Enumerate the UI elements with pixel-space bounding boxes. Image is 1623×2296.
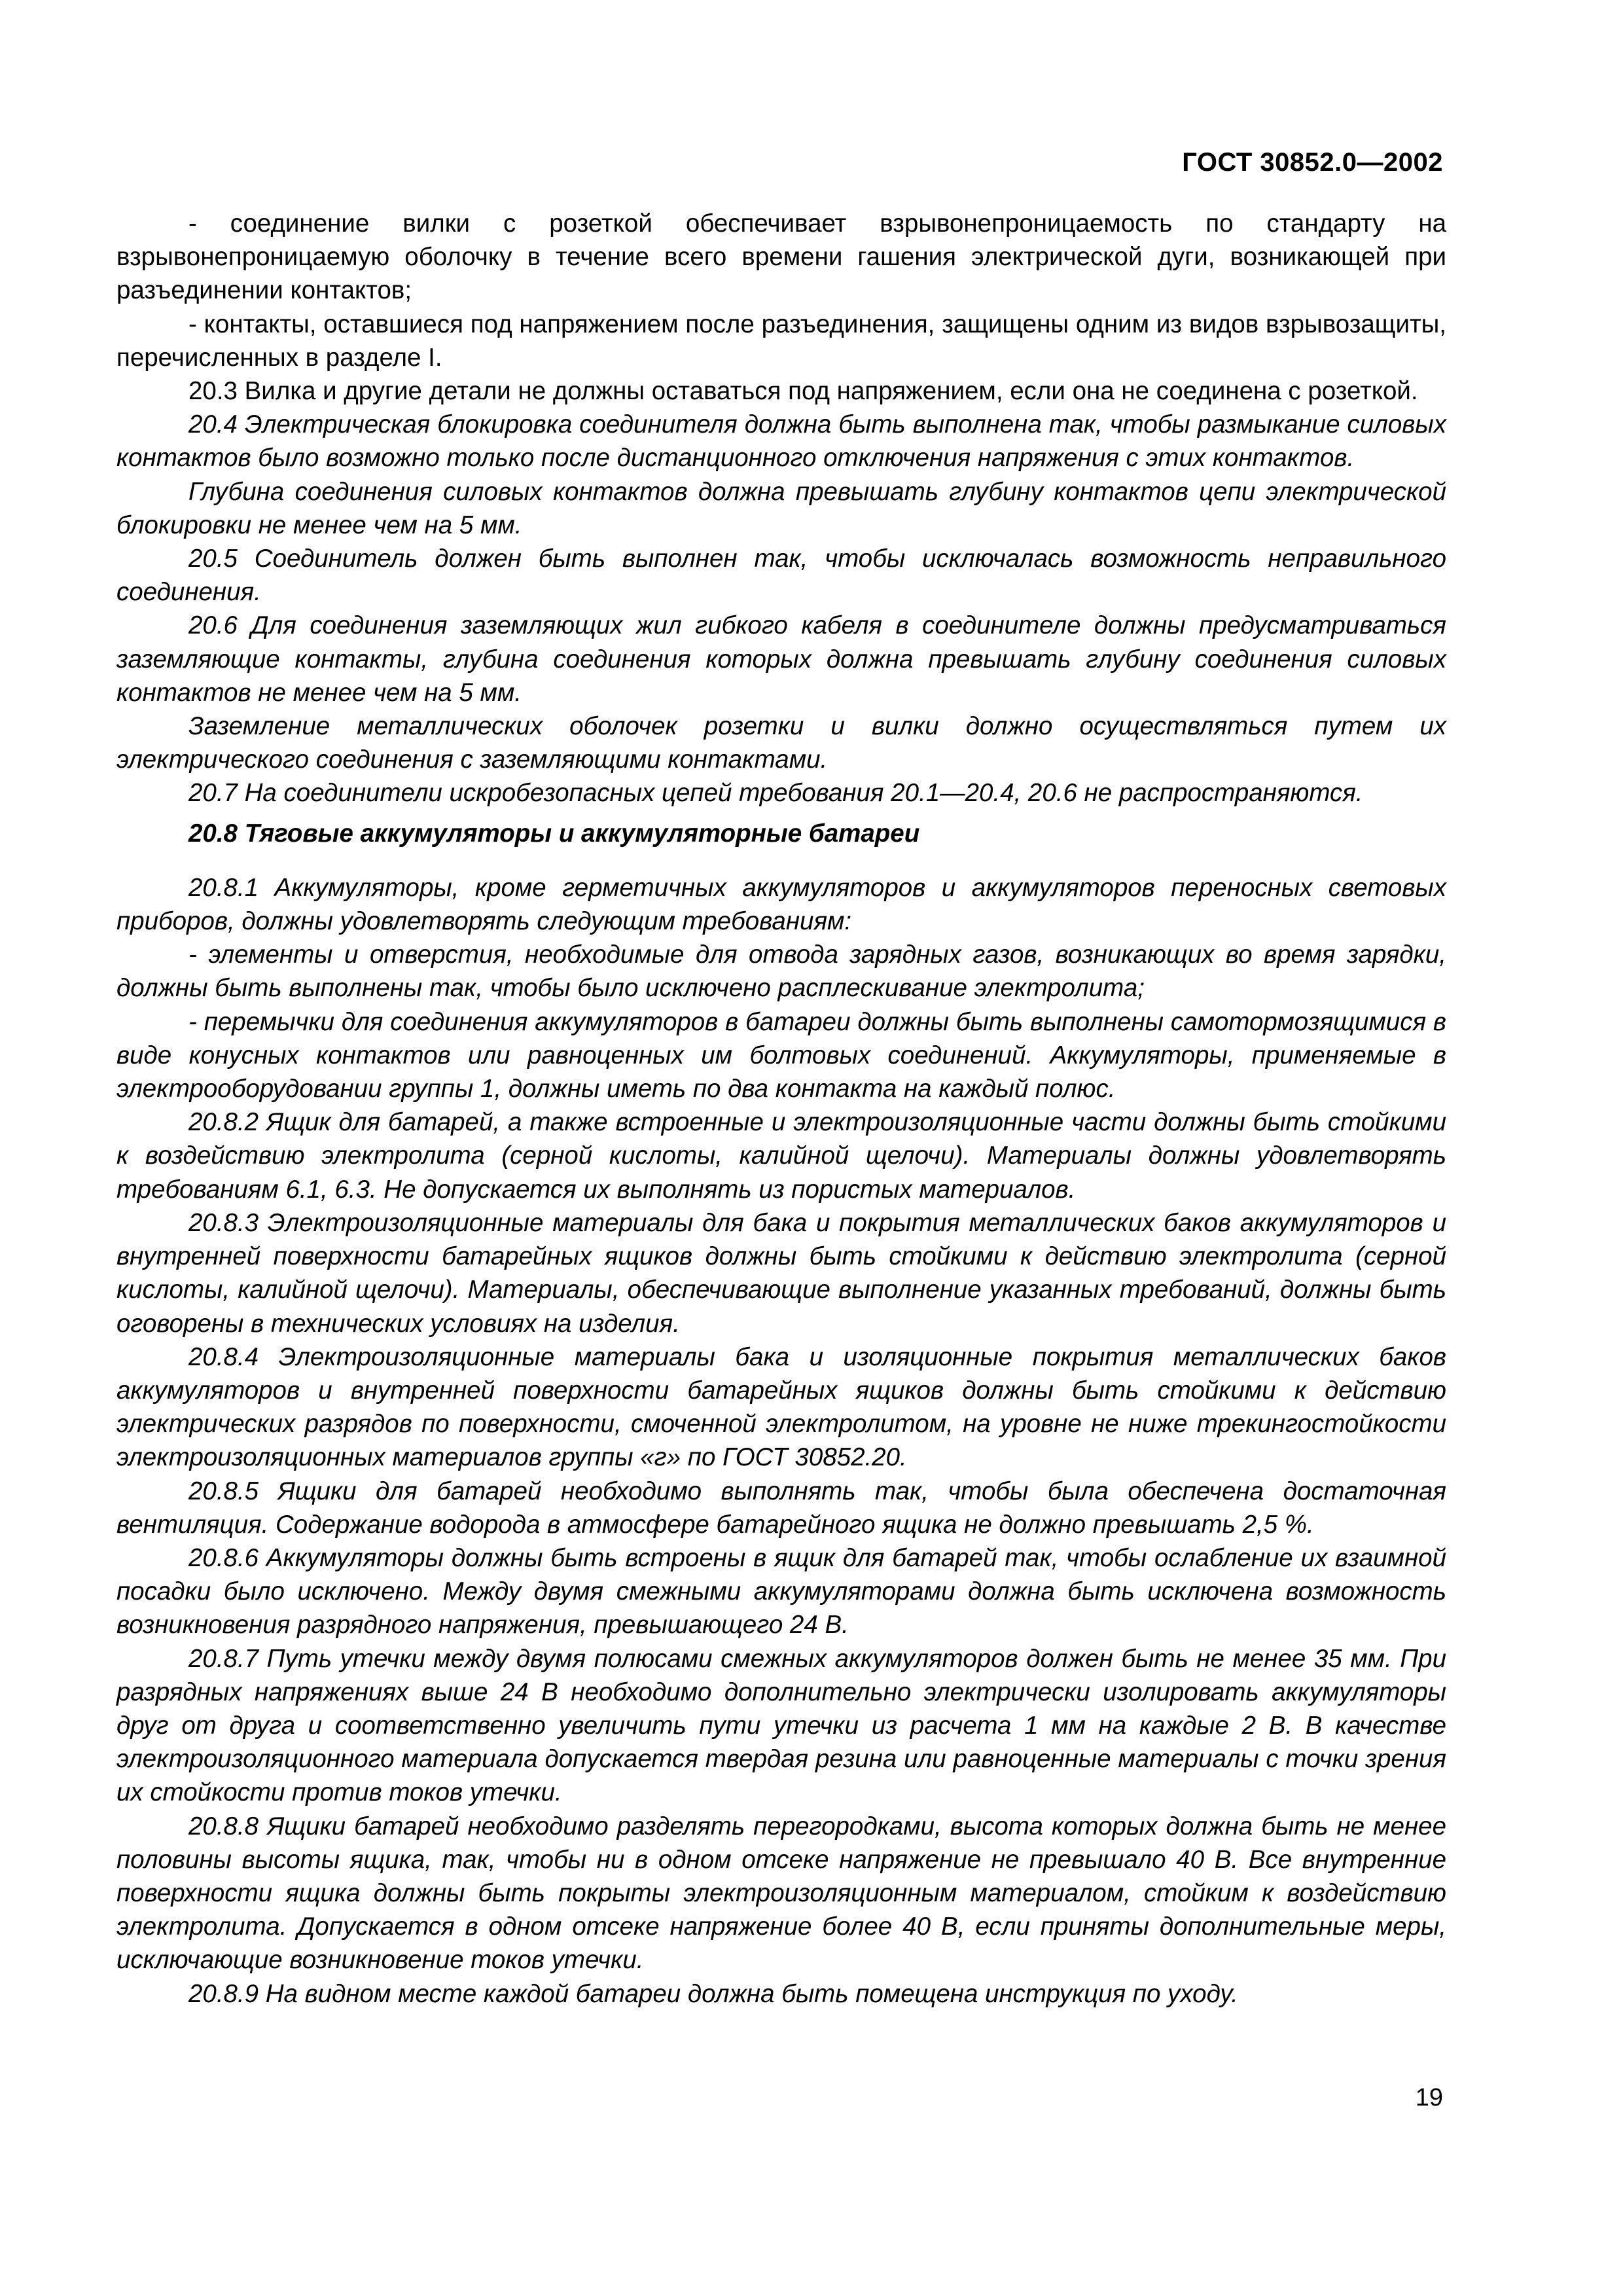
paragraph: 20.8.1 Аккумуляторы, кроме герметичных аккумуляторов и аккумуляторов переносных световых приборов, должны удовлетворять следующим требованиям: xyxy=(116,873,1446,936)
document-body xyxy=(116,207,1446,2011)
paragraph: 20.8.6 Аккумуляторы должны быть встроены в ящик для батарей так, чтобы ослабление их взаимной посадки было исключено. Между двумя смежными аккумуляторами должна быть исключена возможность возникновения разрядного напряжения, превышающего 24 В. xyxy=(116,1543,1446,1640)
standard-header: ГОСТ 30852.0—2002 xyxy=(1182,148,1443,177)
paragraph: 20.8.9 На видном месте каждой батареи должна быть помещена инструкция по уходу. xyxy=(188,1979,1238,2008)
paragraph: 20.5 Соединитель должен быть выполнен так, чтобы исключалась возможность неправильного соединения. xyxy=(116,545,1446,607)
section-heading: 20.8 Тяговые аккумуляторы и аккумуляторные батареи xyxy=(188,819,920,848)
paragraph: 20.8.5 Ящики для батарей необходимо выполнять так, чтобы была обеспечена достаточная вентиляция. Содержание водорода в атмосфере батарейного ящика не должно превышать 2,5 %. xyxy=(116,1477,1446,1539)
paragraph: 20.4 Электрическая блокировка соединителя должна быть выполнена так, чтобы размыкание силовых контактов было возможно только после дистанционного отключения напряжения с этих контактов. xyxy=(116,410,1446,473)
paragraph: - контакты, оставшиеся под напряжением после разъединения, защищены одним из видов взрывозащиты, перечисленных в разделе I. xyxy=(116,310,1446,372)
paragraph: 20.3 Вилка и другие детали не должны оставаться под напряжением, если она не соединена с розеткой. xyxy=(188,377,1418,406)
paragraph: 20.8.2 Ящик для батарей, а также встроенные и электроизоляционные части должны быть стойкими к воздействию электролита (серной кислоты, калийной щелочи). Материалы должны удовлетворять требованиям 6.1, 6.3. Не допускается их выполнять из пористых материалов. xyxy=(116,1108,1446,1204)
paragraph: 20.7 На соединители искробезопасных цепей требования 20.1—20.4, 20.6 не распространяются. xyxy=(188,779,1363,808)
paragraph: 20.8.8 Ящики батарей необходимо разделять перегородками, высота которых должна быть не менее половины высоты ящика, так, чтобы ни в одном отсеке напряжение не превышало 40 В. Все внутренние поверхности ящика должны быть покрыты электроизоляционным материалом, стойким к воздействию электролита. Допускается в одном отсеке напряжение более 40 В, если приняты дополнительные меры, исключающие возникновение токов утечки. xyxy=(116,1812,1446,1975)
paragraph: Глубина соединения силовых контактов должна превышать глубину контактов цепи электрической блокировки не менее чем на 5 мм. xyxy=(116,477,1446,539)
paragraph: Заземление металлических оболочек розетки и вилки должно осуществляться путем их электрического соединения с заземляющими контактами. xyxy=(116,712,1446,774)
paragraph: 20.8.4 Электроизоляционные материалы бака и изоляционные покрытия металлических баков аккумуляторов и внутренней поверхности батарейных ящиков должны быть стойкими к действию электрических разрядов по поверхности, смоченной электролитом, на уровне не ниже трекингостойкости электроизоляционных материалов группы «г» по ГОСТ 30852.20. xyxy=(116,1342,1446,1472)
paragraph: - перемычки для соединения аккумуляторов в батареи должны быть выполнены самотормозящимися в виде конусных контактов или равноценных им болтовых соединений. Аккумуляторы, применяемые в электрооборудовании группы 1, должны иметь по два контакта на каждый полюс. xyxy=(116,1007,1446,1103)
paragraph: - элементы и отверстия, необходимые для отвода зарядных газов, возникающих во время зарядки, должны быть выполнены так, чтобы было исключено расплескивание электролита; xyxy=(116,941,1446,1003)
paragraph: 20.8.3 Электроизоляционные материалы для бака и покрытия металлических баков аккумуляторов и внутренней поверхности батарейных ящиков должны быть стойкими к действию электролита (серной кислоты, калийной щелочи). Материалы, обеспечивающие выполнение указанных требований, должны быть оговорены в технических условиях на изделия. xyxy=(116,1208,1446,1338)
paragraph: 20.6 Для соединения заземляющих жил гибкого кабеля в соединителе должны предусматриваться заземляющие контакты, глубина соединения которых должна превышать глубину соединения силовых контактов не менее чем на 5 мм. xyxy=(116,611,1446,707)
paragraph: 20.8.7 Путь утечки между двумя полюсами смежных аккумуляторов должен быть не менее 35 мм. При разрядных напряжениях выше 24 В необходимо дополнительно электрически изолировать аккумуляторы друг от друга и соответственно увеличить пути утечки из расчета 1 мм на каждые 2 В. В качестве электроизоляционного материала допускается твердая резина или равноценные материалы с точки зрения их стойкости против токов утечки. xyxy=(116,1644,1446,1807)
paragraph: - соединение вилки с розеткой обеспечивает взрывонепроницаемость по стандарту на взрывонепроницаемую оболочку в течение всего времени гашения электрической дуги, возникающей при разъединении контактов; xyxy=(116,209,1446,305)
page-number: 19 xyxy=(1415,2084,1443,2111)
